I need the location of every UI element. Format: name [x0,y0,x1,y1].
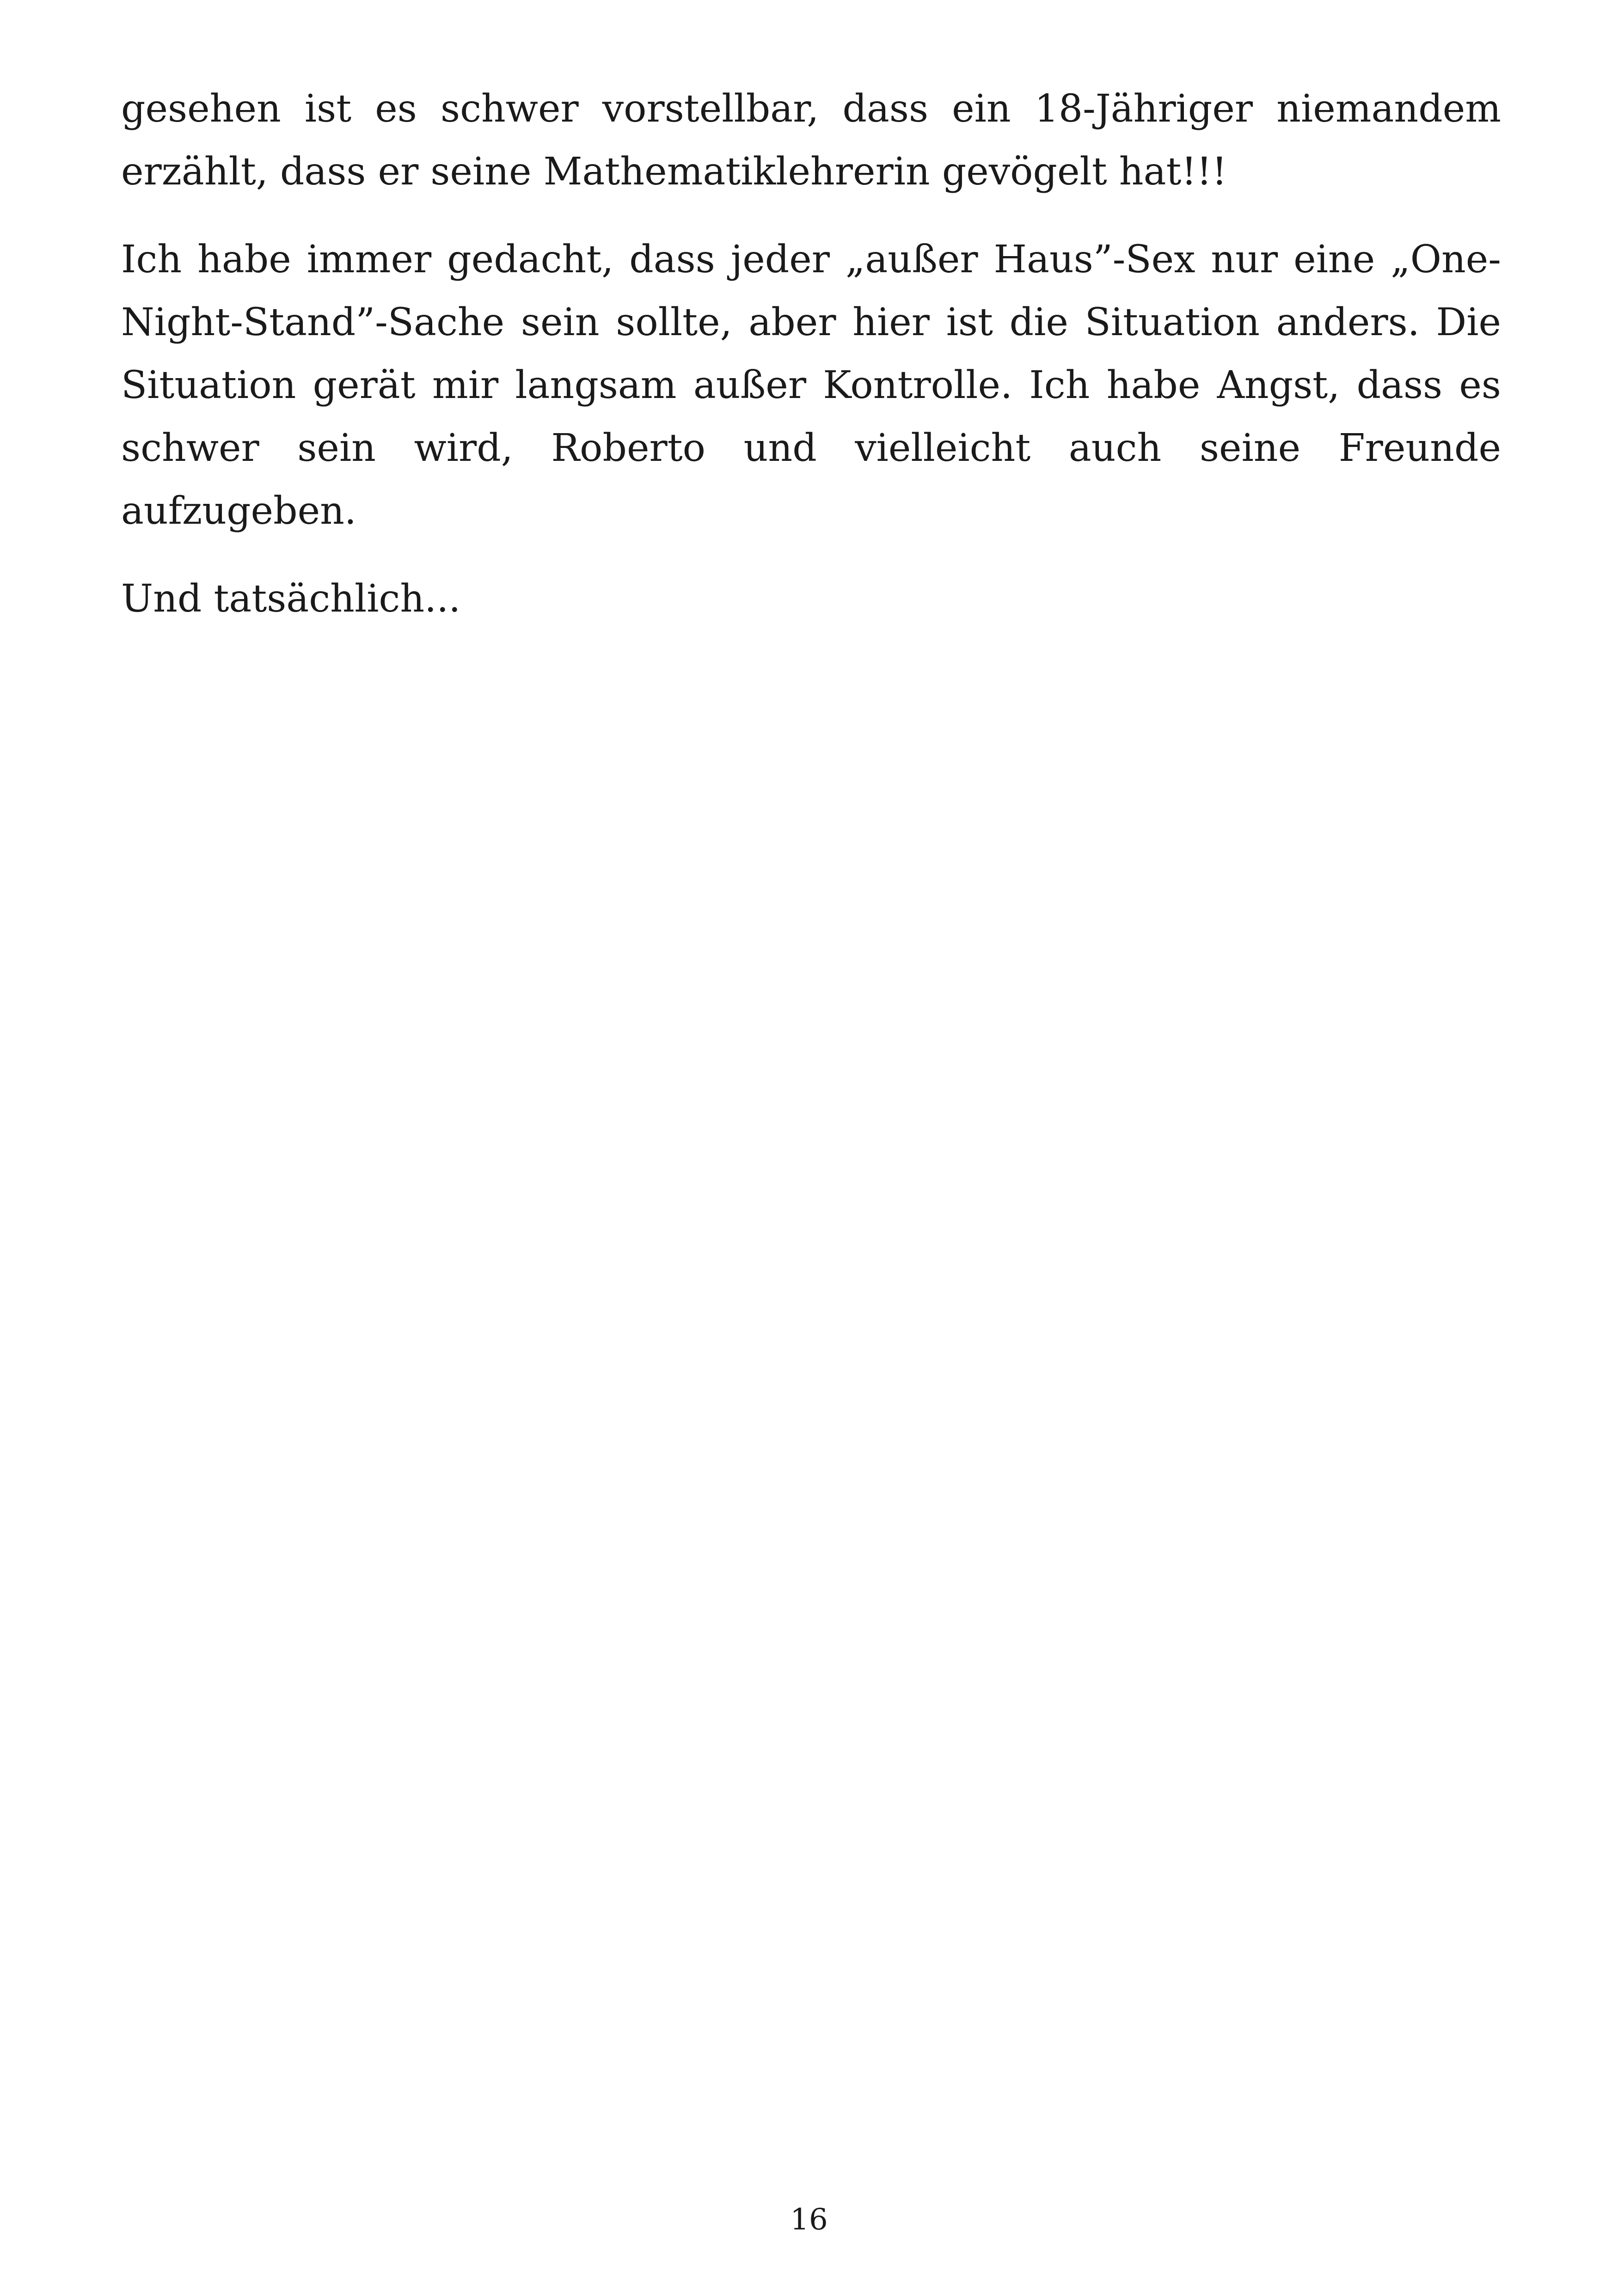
text-line: gesehen ist es schwer vorstellbar, dass ein 18-Jähriger niemandem [121,87,1501,131]
paragraph [121,78,1501,203]
text-line: aufzugeben. [121,489,356,533]
text-line: Ich habe immer gedacht, dass jeder „außer Haus”-Sex nur eine „One- [121,238,1501,282]
paragraph [121,228,1501,543]
text-line: erzählt, dass er seine Mathematiklehrerin gevögelt hat!!! [121,150,1227,194]
text-line: schwer sein wird, Roberto und vielleicht auch seine Freunde [121,426,1501,470]
text-line: Situation gerät mir langsam außer Kontrolle. Ich habe Angst, dass es [121,363,1501,407]
text-line: Night-Stand”-Sache sein sollte, aber hier ist die Situation anders. Die [121,300,1501,344]
text-line: Und tatsächlich... [121,577,461,621]
paragraph [121,568,1501,631]
body-text [121,78,1501,655]
page-number: 16 [790,2203,828,2237]
